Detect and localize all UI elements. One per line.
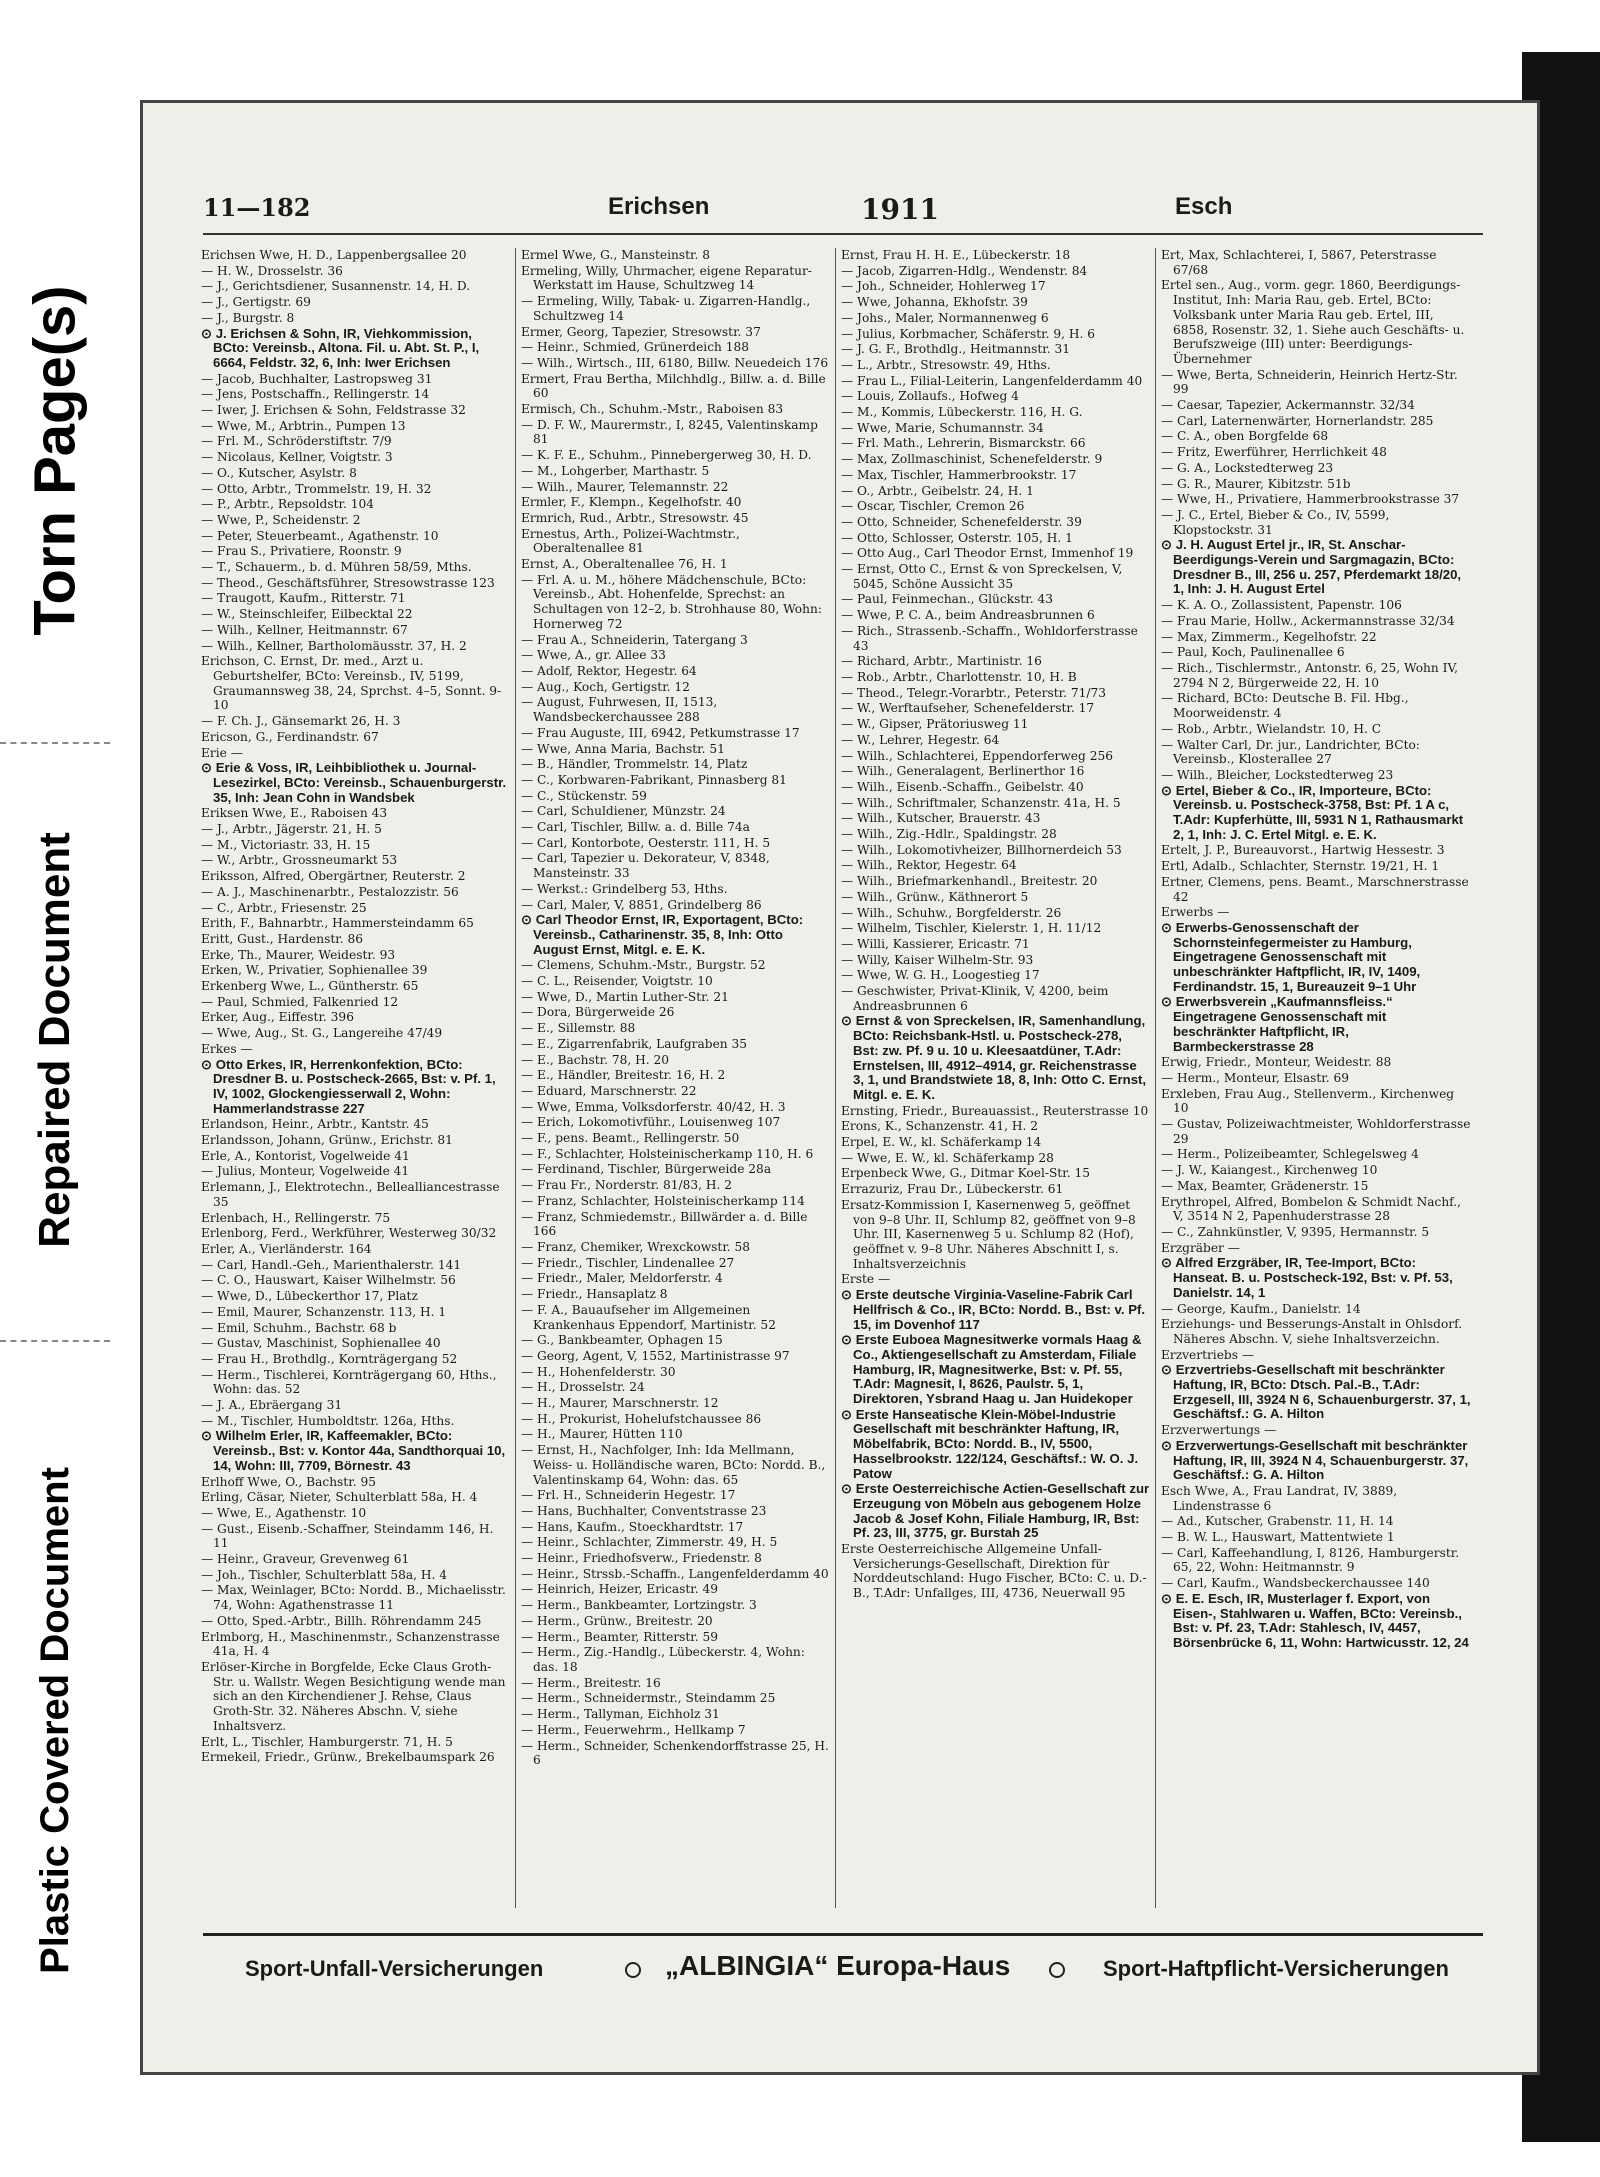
directory-entry: — W., Werftaufseher, Schenefelderstr. 17 [841,701,1095,716]
directory-entry: — Wwe, E., Agathenstr. 10 [201,1505,367,1520]
directory-entry: — Wilh., Eisenb.-Schaffn., Geibelstr. 40 [841,779,1084,794]
directory-entry: Ert, Max, Schlachterei, I, 5867, Peterstrasse 67/68 [1161,248,1437,277]
directory-entry: — Otto Aug., Carl Theodor Ernst, Immenhof 19 [841,546,1134,561]
directory-entry: Ermert, Frau Bertha, Milchhdlg., Billw. a. d. Bille 60 [521,371,826,401]
directory-entry: — Dora, Bürgerweide 26 [521,1005,675,1020]
directory-entry: — Heinr., Friedhofsverw., Friedenstr. 8 [521,1551,762,1566]
directory-entry: — Rich., Strassenb.-Schaffn., Wohldorferstrasse 43 [841,623,1138,653]
directory-entry: — Geschwister, Privat-Klinik, V, 4200, beim Andreasbrunnen 6 [841,984,1109,1013]
directory-entry: Erxleben, Frau Aug., Stellenverm., Kirchenweg 10 [1161,1086,1455,1116]
directory-entry: — W., Lehrer, Hegestr. 64 [841,732,1000,747]
directory-entry: — Max, Weinlager, BCto: Nordd. B., Michaelisstr. 74, Wohn: Agathenstrasse 11 [201,1583,506,1613]
directory-entry: Ernst, Frau H. H. E., Lübeckerstr. 18 [841,248,1071,262]
directory-entry: — Herm., Tallyman, Eichholz 31 [521,1707,720,1722]
directory-entry: — K. A. O., Zollassistent, Papenstr. 106 [1161,598,1402,613]
directory-entry: — Max, Beamter, Grädenerstr. 15 [1161,1178,1369,1193]
directory-entry: — Emil, Schuhm., Bachstr. 68 b [201,1320,397,1335]
column-rule [515,248,516,1908]
directory-entry: — G. A., Lockstedterweg 23 [1161,460,1334,475]
directory-entry: Erlemann, J., Elektrotechn., Bellealliancestrasse 35 [201,1180,500,1209]
directory-entry: — C., Arbtr., Friesenstr. 25 [201,900,367,915]
directory-entry: — Adolf, Rektor, Hegestr. 64 [521,663,697,678]
plastic-covered-label: Plastic Covered Document [32,1466,77,1974]
directory-entry: — Wwe, P. C. A., beim Andreasbrunnen 6 [841,608,1095,623]
directory-entry: — Frau Marie, Hollw., Ackermannstrasse 32/34 [1161,613,1455,628]
directory-entry: — E., Händler, Breitestr. 16, H. 2 [521,1068,726,1083]
directory-entry: — Herm., Schneider, Schenkendorffstrasse 25, H. 6 [521,1738,829,1768]
directory-entry: — Wilh., Lokomotivheizer, Billhornerdeich 53 [841,842,1122,857]
directory-entry: — Carl, Laternenwärter, Hornerlandstr. 285 [1161,413,1434,428]
directory-entry: ⊙ Erwerbsverein „Kaufmannsfleiss.“ Eingetragene Genossenschaft mit beschränkter Haftpflicht, IR, Barmbeckerstrasse 28 [1161,994,1393,1054]
directory-entry: Esch Wwe, A., Frau Landrat, IV, 3889, Lindenstrasse 6 [1161,1483,1398,1513]
directory-entry: — Wwe, E. W., kl. Schäferkamp 28 [841,1150,1054,1165]
directory-entry: ⊙ Ertel, Bieber & Co., IR, Importeure, BCto: Vereinsb. u. Postscheck-3758, Bst: Pf. 1 A c, T.Adr: Kupferhütte, III, 5931 N 1, Rathausmarkt 2, 1, Inh: J. C. Ertel Mitgl. e. E. K. [1161,782,1464,842]
directory-entry: — Clemens, Schuhm.-Mstr., Burgstr. 52 [521,958,766,973]
directory-entry: — Herm., Breitestr. 16 [521,1675,661,1690]
directory-entry: ⊙ Erzverwertungs-Gesellschaft mit beschränkter Haftung, IR, III, 3924 N 4, Schauenburgerstr. 37, Geschäftsf.: G. A. Hilton [1161,1437,1469,1483]
page-number: 11—182 [203,193,311,222]
directory-entry: — Gustav, Maschinist, Sophienallee 40 [201,1336,441,1351]
column-3 [841,248,1151,1908]
directory-entry: — H., Maurer, Marschnerstr. 12 [521,1396,719,1411]
advertisement-footer [203,1933,1483,2016]
directory-entry: — M., Lohgerber, Marthastr. 5 [521,463,710,478]
directory-entry: — Wilh., Schriftmaler, Schanzenstr. 41a, H. 5 [841,795,1121,810]
directory-entry: ⊙ E. E. Esch, IR, Musterlager f. Export, von Eisen-, Stahlwaren u. Waffen, BCto: Vereinsb., Bst: v. Pf. 23, T.Adr: Stahlesch, IV, 4457, Börsenbrücke 6, 11, Wohn: Hartwicusstr. 12, 24 [1161,1590,1469,1650]
directory-entry: — J. C., Ertel, Bieber & Co., IV, 5599, Klopstockstr. 31 [1161,507,1390,537]
directory-entry: — E., Sillemstr. 88 [521,1021,636,1036]
directory-entry: — Wwe, Aug., St. G., Langereihe 47/49 [201,1026,443,1041]
directory-entry: — Peter, Steuerbeamt., Agathenstr. 10 [201,528,439,543]
directory-entry: — Rob., Arbtr., Wielandstr. 10, H. C [1161,721,1382,736]
directory-entry: — C., Korbwaren-Fabrikant, Pinnasberg 81 [521,772,787,787]
directory-entry: Ermrich, Rud., Arbtr., Stresowstr. 45 [521,510,749,525]
directory-entry: — Heinr., Graveur, Grevenweg 61 [201,1552,410,1567]
directory-entry: — T., Schauerm., b. d. Mühren 58/59, Mths. [201,560,472,575]
directory-entry: — Joh., Schneider, Hohlerweg 17 [841,279,1046,294]
directory-entry: Erie — [201,745,243,760]
directory-entry: — Herm., Beamter, Ritterstr. 59 [521,1629,719,1644]
directory-entry: — Frau A., Schneiderin, Tatergang 3 [521,632,748,647]
directory-entry: — Julius, Monteur, Vogelweide 41 [201,1164,410,1179]
footer-right-ad: Sport-Haftpflicht-Versicherungen [1103,1956,1449,1981]
directory-entry: — H., Maurer, Hütten 110 [521,1427,683,1442]
directory-entry: Erste Oesterreichische Allgemeine Unfall-Versicherungs-Gesellschaft, Direktion für Norddeutschland: Hugo Fischer, BCto: C. u. D.-B., T.Adr: Unfallges, III, 4736, Neuerwall 95 [841,1542,1147,1601]
directory-entry: ⊙ Erste deutsche Virginia-Vaseline-Fabrik Carl Hellfrisch & Co., IR, BCto: Nordd. B., Bst: v. Pf. 15, im Dovenhof 117 [841,1287,1146,1332]
directory-entry: Ertel sen., Aug., vorm. gegr. 1860, Beerdigungs-Institut, Inh: Maria Rau, geb. Ertel, BCto: Volksbank unter Maria Rau geb. Ertel, III, 6858, Rosenstr. 32, 1. Siehe auch Geschäfts- u. Berufszweige (III) unter: Beerdigungs-Übernehmer [1161,278,1465,366]
directory-entry: — H., Prokurist, Hohelufstchaussee 86 [521,1411,762,1426]
directory-entry: ⊙ Erwerbs-Genossenschaft der Schornsteinfegermeister zu Hamburg, Eingetragene Genossenschaft mit unbeschränkter Haftpflicht, IR, IV, 1409, Ferdinandstr. 15, 1, Bureauzeit 9–1 Uhr [1161,919,1421,994]
directory-entry: — Herm., Schneidermstr., Steindamm 25 [521,1691,776,1706]
directory-entry: Erons, K., Schanzenstr. 41, H. 2 [841,1119,1039,1134]
directory-entry: — Otto, Schneider, Schenefelderstr. 39 [841,514,1082,529]
directory-entry: — Nicolaus, Kellner, Voigtstr. 3 [201,450,393,465]
directory-entry: — Aug., Koch, Gertigstr. 12 [521,679,690,694]
directory-entry: — F., Schlachter, Holsteinischerkamp 110, H. 6 [521,1146,814,1161]
directory-entry: — M., Tischler, Humboldtstr. 126a, Hths. [201,1413,455,1428]
directory-entry: — Wilh., Generalagent, Berlinerthor 16 [841,764,1085,779]
directory-entry: — Richard, Arbtr., Martinistr. 16 [841,654,1042,669]
directory-entry: — Carl, Kontorbote, Oesterstr. 111, H. 5 [521,835,771,850]
directory-entry: Erzgräber — [1161,1240,1240,1255]
directory-entry: — Herm., Grünw., Breitestr. 20 [521,1613,713,1628]
directory-entry: ⊙ Erste Oesterreichische Actien-Gesellschaft zur Erzeugung von Möbeln aus gebogenem Holze Jacob & Josef Kohn, Filiale Hamburg, IR, Bst: Pf. 23, III, 3775, gr. Burstah 25 [841,1481,1150,1541]
directory-entry: — Wwe, M., Arbtrin., Pumpen 13 [201,418,406,433]
directory-entry: Errazuriz, Frau Dr., Lübeckerstr. 61 [841,1182,1064,1197]
directory-entry: — H. W., Drosselstr. 36 [201,263,343,278]
directory-entry: — Wilh., Schuhw., Borgfelderstr. 26 [841,905,1062,920]
directory-entry: Eriksson, Alfred, Obergärtner, Reuterstr. 2 [201,869,466,884]
directory-entry: Erlandson, Heinr., Arbtr., Kantstr. 45 [201,1117,429,1132]
column-2 [521,248,831,1908]
directory-entry: ⊙ Carl Theodor Ernst, IR, Exportagent, BCto: Vereinsb., Catharinenstr. 35, 8, Inh: Otto August Ernst, Mitgl. e. E. K. [521,912,804,957]
directory-entry: Erkenberg Wwe, L., Güntherstr. 65 [201,979,419,994]
directory-entry: — M., Victoriastr. 33, H. 15 [201,837,371,852]
directory-entry: — Herm., Monteur, Elsastr. 69 [1161,1070,1349,1085]
directory-entry: — C. A., oben Borgfelde 68 [1161,429,1329,444]
directory-entry: Erzverwertungs — [1161,1423,1277,1438]
directory-entry: — Friedr., Hansaplatz 8 [521,1287,668,1302]
bullet-icon [1049,1962,1065,1978]
directory-entry: — Carl, Kaffeehandlung, I, 8126, Hamburgerstr. 65, 22, Wohn: Heitmannstr. 9 [1161,1545,1460,1575]
directory-entry: — M., Kommis, Lübeckerstr. 116, H. G. [841,405,1083,420]
directory-entry: — Caesar, Tapezier, Ackermannstr. 32/34 [1161,398,1415,413]
directory-entry: — Friedr., Maler, Meldorferstr. 4 [521,1271,723,1286]
directory-entry: — K. F. E., Schuhm., Pinnebergerweg 30, H. D. [521,448,812,463]
directory-entry: — Johs., Maler, Normannenweg 6 [841,310,1049,325]
footer-center-ad: „ALBINGIA“ Europa-Haus [665,1950,1011,1981]
directory-entry: — Frau Auguste, III, 6942, Petkumstrasse 17 [521,725,800,740]
directory-entry: Ernsting, Friedr., Bureauassist., Reuterstrasse 10 [841,1103,1149,1118]
directory-entry: — Franz, Chemiker, Wrexckowstr. 58 [521,1240,751,1254]
directory-entry: — Wwe, W. G. H., Loogestieg 17 [841,968,1040,983]
directory-entry: Ernst, A., Oberaltenallee 76, H. 1 [521,557,728,572]
directory-entry: — Wwe, H., Privatiere, Hammerbrookstrasse 37 [1161,492,1460,507]
directory-entry: ⊙ Erzvertriebs-Gesellschaft mit beschränkter Haftung, IR, BCto: Dtsch. Pal.-B., T.Adr: Erzgesell, III, 3924 N 6, Schauenburgerstr. 37, 1, Geschäftsf.: G. A. Hilton [1161,1362,1471,1422]
directory-entry: — Wilh., Zig.-Hdlr., Spaldingstr. 28 [841,827,1057,842]
directory-entry: — W., Gipser, Prätoriusweg 11 [841,717,1029,732]
directory-entry: — A. J., Maschinenarbtr., Pestalozzistr. 56 [201,884,459,899]
directory-entry: — C. O., Hauswart, Kaiser Wilhelmstr. 56 [201,1273,456,1288]
directory-entry: Erste — [841,1272,891,1287]
directory-entry: Erpel, E. W., kl. Schäferkamp 14 [841,1135,1042,1150]
directory-entry: — Ermeling, Willy, Tabak- u. Zigarren-Handlg., Schultzweg 14 [521,294,811,323]
directory-entry: — Carl, Tapezier u. Dekorateur, V, 8348, Mansteinstr. 33 [521,851,770,881]
directory-entry: — Erich, Lokomotivführ., Louisenweg 107 [521,1115,781,1130]
torn-pages-label: Torn Page(s) [22,284,88,636]
directory-entry: ⊙ Erste Euboea Magnesitwerke vormals Haag & Co., Aktiengesellschaft zu Amsterdam, Filiale Hamburg, IR, Magnesitwerke, Bst: v. Pf. 55, T.Adr: Magnesit, I, 8626, Paulstr. 5, 1, Direktoren, Ysbrand Haag u. Jan Huidekoper [841,1332,1142,1407]
directory-entry: — G. R., Maurer, Kibitzstr. 51b [1161,476,1351,491]
directory-entry: — Richard, BCto: Deutsche B. Fil. Hbg., Moorweidenstr. 4 [1161,691,1409,721]
directory-entry: — Emil, Maurer, Schanzenstr. 113, H. 1 [201,1304,447,1319]
directory-entry: Erling, Cäsar, Nieter, Schulterblatt 58a, H. 4 [201,1490,478,1505]
directory-entry: — Franz, Schmiedemstr., Billwärder a. d. Bille 166 [521,1209,808,1239]
directory-entry: — C., Zahnkünstler, V, 9395, Hermannstr. 5 [1161,1225,1430,1239]
directory-entry: — Wilh., Briefmarkenhandl., Breitestr. 20 [841,874,1098,889]
directory-entry: — Frl. M., Schröderstiftstr. 7/9 [201,434,392,449]
directory-entry: — Wwe, Marie, Schumannstr. 34 [841,420,1044,435]
directory-entry: Ersatz-Kommission I, Kasernenweg 5, geöffnet von 9–8 Uhr. II, Schlump 82, geöffnet von 9–8 Uhr. III, Kasernenweg 5 u. Schlump 82 (Hof), geöffnet v. 9–8 Uhr. Näheres Abschnitt I, s. Inhaltsverzeichnis [841,1197,1136,1271]
header-last-name: Esch [1175,193,1233,220]
directory-entry: Erwerbs — [1161,905,1230,920]
directory-entry: — E., Bachstr. 78, H. 20 [521,1052,670,1067]
directory-entry: — L., Arbtr., Stresowstr. 49, Hths. [841,357,1051,372]
directory-entry: ⊙ Alfred Erzgräber, IR, Tee-Import, BCto: Hanseat. B. u. Postscheck-192, Bst: v. Pf. 53, Danielstr. 14, 1 [1161,1255,1453,1300]
directory-entry: — Frau Fr., Norderstr. 81/83, H. 2 [521,1178,732,1193]
directory-entry: — Wwe, D., Martin Luther-Str. 21 [521,989,729,1004]
directory-entry: — Wilh., Maurer, Telemannstr. 22 [521,479,729,494]
directory-entry: — J. W., Kaiangest., Kirchenweg 10 [1161,1163,1378,1178]
column-rule [1155,248,1156,1908]
directory-entry: — Iwer, J. Erichsen & Sohn, Feldstrasse 32 [201,403,466,418]
directory-entry: ⊙ Wilhelm Erler, IR, Kaffeemakler, BCto: Vereinsb., Bst: v. Kontor 44a, Sandthorquai 10, 14, Wohn: III, 7709, Börnestr. 43 [201,1428,506,1473]
directory-entry: — J., Gertigstr. 69 [201,295,311,310]
directory-entry: — George, Kaufm., Danielstr. 14 [1161,1301,1361,1316]
directory-entry: — Wilhelm, Tischler, Kielerstr. 1, H. 11/12 [841,921,1102,936]
directory-entry: — D. F. W., Maurermstr., I, 8245, Valentinskamp 81 [521,417,818,447]
directory-entry: — Hans, Kaufm., Stoeckhardtstr. 17 [521,1519,744,1534]
directory-entry: Ertl, Adalb., Schlachter, Sternstr. 19/21, H. 1 [1161,859,1440,874]
column-4 [1161,248,1471,1908]
directory-entry: Erichson, C. Ernst, Dr. med., Arzt u. Geburtshelfer, BCto: Vereinsb., IV, 5199, Graumannsweg 38, 24, Sprchst. 4–5, Sonnt. 9-10 [201,654,502,713]
directory-entry: — Carl, Kaufm., Wandsbeckerchaussee 140 [1161,1576,1430,1591]
directory-entry: Ertner, Clemens, pens. Beamt., Marschnerstrasse 42 [1161,874,1469,904]
header-first-name: Erichsen [608,193,710,220]
directory-entry: Eritt, Gust., Hardenstr. 86 [201,931,364,946]
directory-entry: — Herm., Bankbeamter, Lortzingstr. 3 [521,1598,757,1613]
directory-entry: — Traugott, Kaufm., Ritterstr. 71 [201,591,406,606]
directory-entry: — B. W. L., Hauswart, Mattentwiete 1 [1161,1530,1395,1545]
directory-entry: — Max, Zimmerm., Kegelhofstr. 22 [1161,629,1377,644]
directory-entry: — Wwe, D., Lübeckerthor 17, Platz [201,1289,418,1304]
directory-entry: ⊙ J. H. August Ertel jr., IR, St. Anschar-Beerdigungs-Verein und Sargmagazin, BCto: Dresdner B., III, 256 u. 257, Pferdemarkt 18/20, 1, Inh: J. H. August Ertel [1161,537,1462,597]
directory-entry: — Franz, Schlachter, Holsteinischerkamp 114 [521,1193,805,1208]
directory-entry: — Ernst, H., Nachfolger, Inh: Ida Mellmann, Weiss- u. Holländische waren, BCto: Nordd. B., Valentinskamp 64, Wohn: das. 65 [521,1443,826,1487]
directory-entry: Erlmborg, H., Maschinenmstr., Schanzenstrasse 41a, H. 4 [201,1629,500,1659]
directory-entry: — Frau S., Privatiere, Roonstr. 9 [201,544,402,559]
directory-entry: Erker, Aug., Eiffestr. 396 [201,1010,354,1025]
directory-entry: — Max, Zollmaschinist, Schenefelderstr. 9 [841,452,1103,467]
directory-entry: — Wilh., Kutscher, Brauerstr. 43 [841,811,1041,826]
directory-entry: Erichsen Wwe, H. D., Lappenbergsallee 20 [201,248,467,262]
directory-entry: — Wilh., Rektor, Hegestr. 64 [841,858,1017,873]
directory-entry: Erlt, L., Tischler, Hamburgerstr. 71, H. 5 [201,1734,453,1749]
directory-entry: Erlhoff Wwe, O., Bachstr. 95 [201,1474,376,1489]
directory-entry: — Otto, Sped.-Arbtr., Billh. Röhrendamm 245 [201,1613,482,1628]
directory-entry: — Frl. H., Schneiderin Hegestr. 17 [521,1488,736,1503]
directory-entry: — Jacob, Zigarren-Hdlg., Wendenstr. 84 [841,263,1088,278]
directory-entry: — F. A., Bauaufseher im Allgemeinen Krankenhaus Eppendorf, Martinistr. 52 [521,1302,776,1332]
directory-entry: Ermel Wwe, G., Mansteinstr. 8 [521,248,710,262]
directory-entry: Erziehungs- und Besserungs-Anstalt in Ohlsdorf. Näheres Abschn. V, siehe Inhaltsverzeichn. [1161,1317,1463,1346]
directory-entry: Erkes — [201,1041,253,1056]
directory-entry: — Ernst, Otto C., Ernst & von Spreckelsen, V, 5045, Schöne Aussicht 35 [841,562,1123,591]
directory-entry: — Frau L., Filial-Leiterin, Langenfelderdamm 40 [841,373,1143,388]
directory-entry: — Max, Tischler, Hammerbrookstr. 17 [841,467,1077,482]
directory-entry: — W., Arbtr., Grossneumarkt 53 [201,853,398,868]
directory-entry: Erler, A., Vierländerstr. 164 [201,1242,372,1256]
directory-entry: — P., Arbtr., Repsoldstr. 104 [201,497,374,512]
directory-entry: — O., Arbtr., Geibelstr. 24, H. 1 [841,483,1034,498]
directory-entry: ⊙ Erie & Voss, IR, Leihbibliothek u. Journal-Lesezirkel, BCto: Vereinsb., Schauenburgerstr. 35, Inh: Jean Cohn in Wandsbek [201,760,507,805]
directory-entry: — Willi, Kassierer, Ericastr. 71 [841,936,1030,951]
directory-entry: Ermeling, Willy, Uhrmacher, eigene Reparatur-Werkstatt im Hause, Schultzweg 14 [521,263,812,293]
directory-entry: — J. G. F., Brothdlg., Heitmannstr. 31 [841,342,1071,357]
directory-entry: — Jacob, Buchhalter, Lastropsweg 31 [201,371,433,386]
directory-entry: — Herm., Tischlerei, Kornträgergang 60, Hths., Wohn: das. 52 [201,1367,497,1397]
directory-entry: — Wilh., Grünw., Käthnerort 5 [841,889,1029,904]
directory-entry: Erythropel, Alfred, Bombelon & Schmidt Nachf., V, 3514 N 2, Papenhuderstrasse 28 [1161,1194,1462,1224]
directory-entry: — Carl, Schuldiener, Münzstr. 24 [521,804,726,819]
directory-entry: — Heinrich, Heizer, Ericastr. 49 [521,1582,719,1597]
directory-entry: — Paul, Schmied, Falkenried 12 [201,994,399,1009]
directory-entry: — Herm., Zig.-Handlg., Lübeckerstr. 4, Wohn: das. 18 [521,1645,805,1674]
directory-entry: — E., Zigarrenfabrik, Laufgraben 35 [521,1036,748,1051]
directory-entry: Erpenbeck Wwe, G., Ditmar Koel-Str. 15 [841,1166,1090,1181]
directory-entry: — C. L., Reisender, Voigtstr. 10 [521,974,713,989]
directory-entry: — B., Händler, Trommelstr. 14, Platz [521,757,748,772]
directory-entry: ⊙ Erste Hanseatische Klein-Möbel-Industrie Gesellschaft mit beschränkter Haftung, IR, Möbelfabrik, BCto: Nordd. B., IV, 5500, Hasselbrookstr. 122/124, Geschäftsf.: W. O. J. Patow [841,1406,1139,1481]
directory-entry: — Wilh., Kellner, Bartholomäusstr. 37, H. 2 [201,638,467,653]
directory-page [140,100,1540,2075]
header-year: 1911 [861,193,939,226]
directory-entry: — Frl. A. u. M., höhere Mädchenschule, BCto: Vereinsb., Abt. Hohenfelde, Sprechst: an Schultagen von 12–2, b. Strohhause 80, Wohn: Hornerweg 72 [521,572,822,631]
directory-entry: — J., Burgstr. 8 [201,310,295,325]
column-rule [835,248,836,1908]
directory-entry: — August, Fuhrwesen, II, 1513, Wandsbeckerchaussee 288 [521,695,718,725]
directory-entry: Erken, W., Privatier, Sophienallee 39 [201,963,428,978]
directory-entry: — Theod., Telegr.-Vorarbtr., Peterstr. 71/73 [841,685,1106,700]
directory-entry: — Julius, Korbmacher, Schäferstr. 9, H. 6 [841,326,1095,341]
directory-entry: Erlöser-Kirche in Borgfelde, Ecke Claus Groth-Str. u. Wallstr. Wegen Besichtigung wende man sich an den Kirchendiener J. Rehse, Claus Groth-Str. 32. Näheres Abschn. V, siehe Inhaltsverz. [201,1659,506,1733]
separator [0,1340,110,1342]
directory-entry: — Georg, Agent, V, 1552, Martinistrasse 97 [521,1348,790,1363]
bullet-icon [625,1962,641,1978]
directory-entry: — Paul, Koch, Paulinenallee 6 [1161,645,1345,660]
directory-entry: — Rob., Arbtr., Charlottenstr. 10, H. B [841,669,1077,684]
directory-entry: — F., pens. Beamt., Rellingerstr. 50 [521,1131,740,1146]
column-1 [201,248,511,1908]
directory-entry: — Herm., Feuerwehrm., Hellkamp 7 [521,1722,746,1737]
directory-entry: — Otto, Schlosser, Osterstr. 105, H. 1 [841,530,1073,545]
directory-entry: Erlenbach, H., Rellingerstr. 75 [201,1210,391,1225]
directory-entry: — Wwe, Berta, Schneiderin, Heinrich Hertz-Str. 99 [1161,367,1458,397]
directory-entry: Erzvertriebs — [1161,1347,1255,1362]
directory-entry: — Theod., Geschäftsführer, Stresowstrasse 123 [201,575,495,590]
directory-entry: — Wwe, Emma, Volksdorferstr. 40/42, H. 3 [521,1099,786,1114]
directory-entry: — Heinr., Strssb.-Schaffn., Langenfelderdamm 40 [521,1566,829,1581]
directory-entry: Ertelt, J. P., Bureauvorst., Hartwig Hessestr. 3 [1161,843,1445,858]
directory-entry: Ermisch, Ch., Schuhm.-Mstr., Raboisen 83 [521,402,784,417]
directory-entry: ⊙ Ernst & von Spreckelsen, IR, Samenhandlung, BCto: Reichsbank-Hstl. u. Postscheck-278, Bst: zw. Pf. 9 u. 10 u. Kleesaatdüner, T.Adr: Ernstelsen, III, 4912–4914, gr. Reichenstrasse 3, 1, und Brandstwiete 18, 8, Inh: Otto C. Ernst, Mitgl. e. E. K. [841,1013,1147,1102]
directory-entry: Erke, Th., Maurer, Weidestr. 93 [201,947,396,962]
directory-entry: Ernestus, Arth., Polizei-Wachtmstr., Oberaltenallee 81 [521,526,740,556]
directory-entry: — Heinr., Schmied, Grünerdeich 188 [521,340,750,355]
directory-entry: Eriksen Wwe, E., Raboisen 43 [201,806,388,821]
directory-entry: — Louis, Zollaufs., Hofweg 4 [841,389,1019,404]
directory-entry: — Walter Carl, Dr. jur., Landrichter, BCto: Vereinsb., Klosterallee 27 [1161,737,1420,767]
directory-entry: Ericson, G., Ferdinandstr. 67 [201,729,379,744]
directory-entry: — Otto, Arbtr., Trommelstr. 19, H. 32 [201,481,432,496]
directory-entry: — O., Kutscher, Asylstr. 8 [201,465,357,480]
directory-entry: — Jens, Postschaffn., Rellingerstr. 14 [201,387,430,402]
directory-entry: — Fritz, Ewerführer, Herrlichkeit 48 [1161,445,1387,460]
directory-entry: — J., Arbtr., Jägerstr. 21, H. 5 [201,822,382,837]
directory-entry: ⊙ J. Erichsen & Sohn, IR, Viehkommission, BCto: Vereinsb., Altona. Fil. u. Abt. St. P., I, 6664, Feldstr. 32, 6, Inh: Iwer Erichsen [201,325,480,370]
directory-entry: Ermer, Georg, Tapezier, Stresowstr. 37 [521,324,761,339]
directory-entry: — Carl, Tischler, Billw. a. d. Bille 74a [521,820,750,835]
directory-entry: — Wwe, A., gr. Allee 33 [521,648,666,663]
directory-entry: ⊙ Otto Erkes, IR, Herrenkonfektion, BCto: Dresdner B. u. Postscheck-2665, Bst: v. Pf. 1, IV, 1002, Glockengiesserwall 2, Wohn: Hammerlandstrasse 227 [201,1056,496,1116]
directory-entry: — C., Stückenstr. 59 [521,788,647,803]
directory-entry: — Paul, Feinmechan., Glückstr. 43 [841,592,1053,607]
directory-entry: — Wilh., Kellner, Heitmannstr. 67 [201,622,408,637]
directory-entry: — Wilh., Schlachterei, Eppendorferweg 256 [841,748,1113,763]
directory-entry: — Frl. Math., Lehrerin, Bismarckstr. 66 [841,436,1086,451]
directory-entry: — Carl, Handl.-Geh., Marienthalerstr. 141 [201,1257,462,1272]
directory-entry: — Frau H., Brothdlg., Kornträgergang 52 [201,1351,458,1366]
directory-entry: — Willy, Kaiser Wilhelm-Str. 93 [841,952,1034,967]
page-header [203,193,1483,235]
directory-entry: — Ferdinand, Tischler, Bürgerweide 28a [521,1162,772,1177]
directory-entry: — H., Hohenfelderstr. 30 [521,1364,676,1379]
directory-entry: — Wilh., Wirtsch., III, 6180, Billw. Neuedeich 176 [521,355,829,370]
directory-entry: Erith, F., Bahnarbtr., Hammersteindamm 65 [201,916,474,931]
directory-entry: — Rich., Tischlermstr., Antonstr. 6, 25, Wohn IV, 2794 N 2, Bürgerweide 22, H. 10 [1161,660,1458,690]
directory-entry: — Carl, Maler, V, 8851, Grindelberg 86 [521,897,762,912]
directory-entry: Ermler, F., Klempn., Kegelhofstr. 40 [521,495,742,510]
directory-entry: — W., Steinschleifer, Eilbecktal 22 [201,607,413,622]
directory-entry: — Gust., Eisenb.-Schaffner, Steindamm 146, H. 11 [201,1521,494,1551]
directory-entry: — J., Gerichtsdiener, Susannenstr. 14, H. D. [201,279,471,294]
directory-entry: — Wwe, Anna Maria, Bachstr. 51 [521,741,725,756]
directory-entry: Erlandsson, Johann, Grünw., Erichstr. 81 [201,1133,453,1148]
directory-entry: — Herm., Polizeibeamter, Schlegelsweg 4 [1161,1147,1419,1162]
directory-entry: — Ad., Kutscher, Grabenstr. 11, H. 14 [1161,1514,1394,1529]
directory-entry: — Werkst.: Grindelberg 53, Hths. [521,881,728,896]
directory-entry: — Friedr., Tischler, Lindenallee 27 [521,1255,735,1270]
footer-left-ad: Sport-Unfall-Versicherungen [245,1956,544,1981]
directory-entry: — Heinr., Schlachter, Zimmerstr. 49, H. 5 [521,1535,778,1550]
directory-entry: — Hans, Buchhalter, Conventstrasse 23 [521,1503,767,1518]
directory-entry: — F. Ch. J., Gänsemarkt 26, H. 3 [201,714,401,729]
directory-entry: — Oscar, Tischler, Cremon 26 [841,499,1025,514]
directory-entry: — Wilh., Bleicher, Lockstedterweg 23 [1161,767,1394,782]
directory-entry: — Joh., Tischler, Schulterblatt 58a, H. 4 [201,1567,448,1582]
directory-entry: — Eduard, Marschnerstr. 22 [521,1083,697,1098]
directory-entry: — Wwe, P., Scheidenstr. 2 [201,512,361,527]
directory-entry: — Gustav, Polizeiwachtmeister, Wohldorferstrasse 29 [1161,1117,1471,1146]
directory-entry: Erlenborg, Ferd., Werkführer, Westerweg 30/32 [201,1226,497,1241]
directory-entry: — G., Bankbeamter, Ophagen 15 [521,1333,723,1348]
directory-entry: Ermekeil, Friedr., Grünw., Brekelbaumspark 26 [201,1750,495,1765]
directory-entry: Erwig, Friedr., Monteur, Weidestr. 88 [1161,1055,1392,1070]
directory-entry: — Wwe, Johanna, Ekhofstr. 39 [841,295,1028,310]
directory-entry: Erle, A., Kontorist, Vogelweide 41 [201,1148,410,1163]
repaired-document-label: Repaired Document [30,832,80,1248]
separator [0,742,110,744]
directory-entry: — H., Drosselstr. 24 [521,1380,645,1395]
directory-entry: — J. A., Ebräergang 31 [201,1398,343,1413]
